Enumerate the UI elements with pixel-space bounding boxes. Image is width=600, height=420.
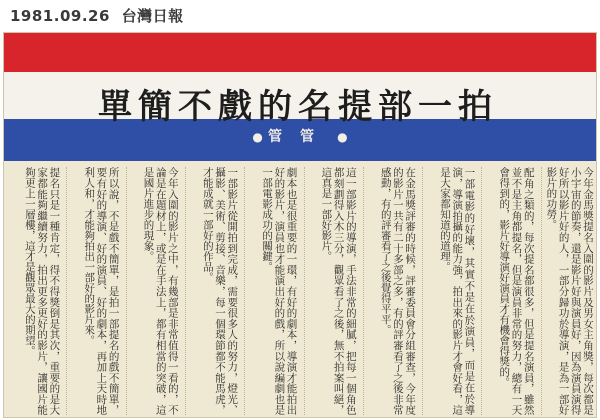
text-column: 所以說，不是戲不簡單，是拍一部提名的戲不簡單，要有好的導演、好的演員、好的劇本，再加上天時地利人和，才能夠拍出一部好的影片來。	[66, 167, 119, 415]
text-column: 這一部影片的導演，手法非常的細膩，把每一個角色都刻劃得入木三分，觀眾看了之後，無不拍案叫絕，這真是一部好影片。	[304, 167, 357, 415]
text-column: 今年入圍的影片之中，有幾部是非常值得一看的，不論是在題材上，或是在手法上，都有相當的突破，這是國片進步的現象。	[126, 167, 179, 415]
article-headline: 單簡不戲的名提部一拍	[98, 86, 498, 127]
newspaper-name: 台灣日報	[121, 7, 184, 25]
clipping-header	[10, 5, 190, 26]
text-column: 提名只是一種肯定，得不得獎倒是其次，重要的是大家都能夠繼續努力，拍出更多更好的影片，讓國片能夠更上一層樓，這才是觀眾最大的期望。	[23, 167, 61, 415]
headline-box	[54, 83, 542, 127]
text-column: 配角之類的，每次提名都很多，但是提名演員，雖然並不是主角都提名，但是演員非常的努力，總有一天會得到的，影片好導演好演員才有機會得獎的。	[481, 167, 534, 415]
text-column: 劇本也是很重要的一環，有好的劇本，導演才能拍出好的影片，演員也才能演出好的戲，所以說編劇也是一部電影成功的關鍵。	[244, 167, 297, 415]
text-column: 在金馬獎評審的時候，評審委員會分組審查，今年度的影片一共有二十多部之多，有的評審看了之後非常感動，有的評審看了之後覺得平平。	[363, 167, 416, 415]
article-body	[8, 167, 594, 415]
bullet-icon: ●	[252, 130, 263, 144]
text-column: 一部影片從開拍到完成，需要很多人的努力，燈光、攝影、美術、剪接、音樂，每一個環節都不能馬虎，才能成就一部好的作品。	[185, 167, 238, 415]
byline	[4, 126, 596, 146]
author-name: 管管	[268, 129, 332, 145]
text-column: 今年金馬獎提名入圍的影片及男女主角獎，每次都是小宇宙的節奏，還是影片好與演員好，因為演員演得好所以影片好的人，一部分歸功於導演，是為一部好影片的功勞。	[541, 167, 594, 415]
newspaper-clipping	[3, 32, 597, 418]
tricolor-banner	[4, 33, 596, 161]
banner-red-stripe	[4, 33, 596, 72]
bullet-icon: ●	[337, 130, 348, 144]
text-column: 一部電影的好壞，其實不是在於演員，而是在於導演，導演拍攝的能力強，拍出來的影片才會好看，這是大家都知道的道理。	[422, 167, 475, 415]
clipping-date: 1981.09.26	[10, 7, 110, 25]
